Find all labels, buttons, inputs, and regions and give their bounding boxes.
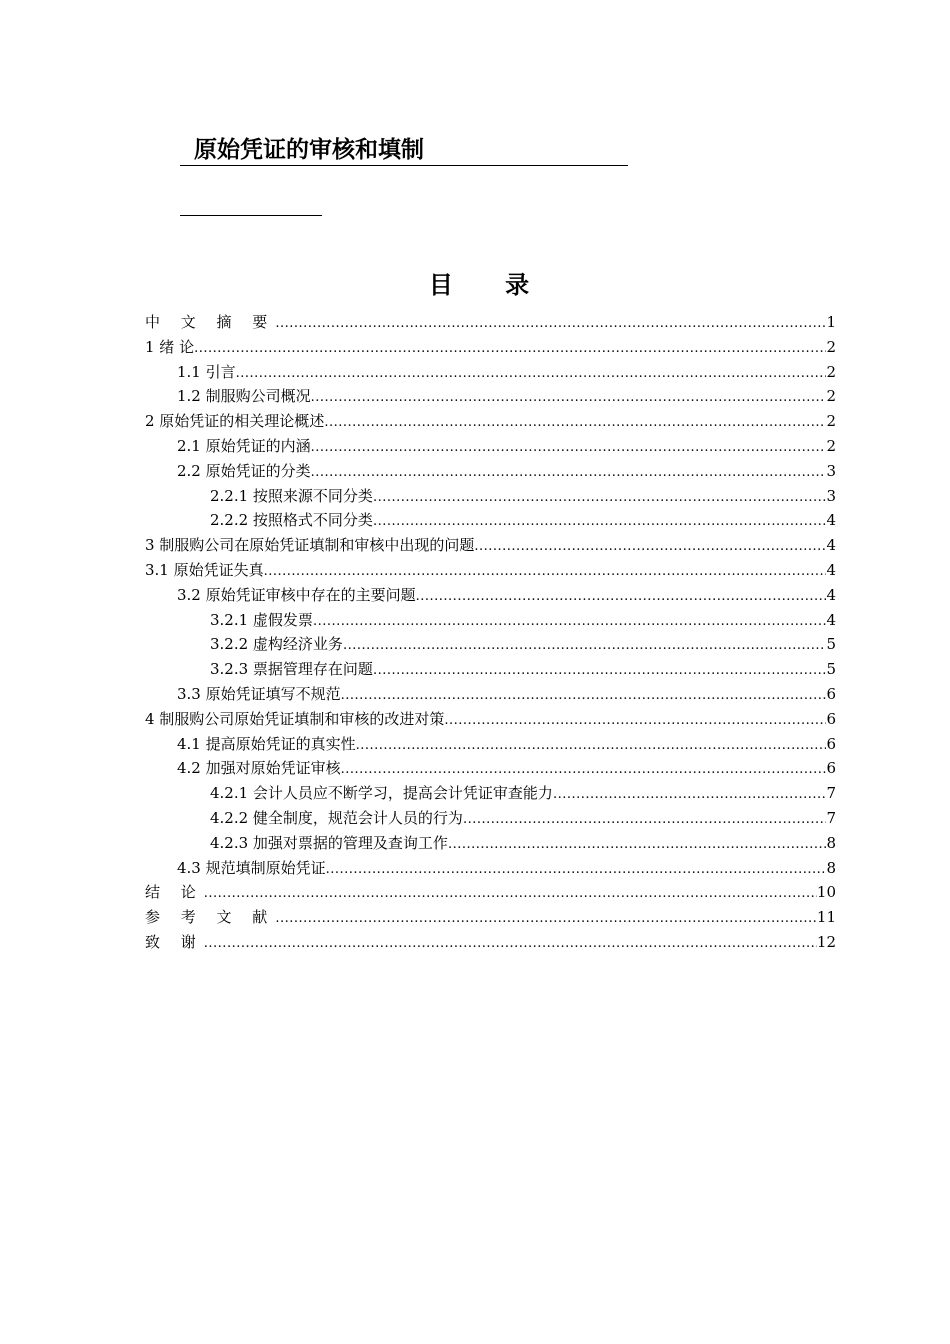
toc-entry-title: 3.2 原始凭证审核中存在的主要问题	[177, 585, 416, 604]
toc-dot-leader	[311, 436, 827, 461]
toc-entry-page-number: 2	[826, 362, 836, 381]
toc-entry-title: 1.1 引言	[177, 362, 236, 381]
toc-entry-title: 1 绪 论	[145, 337, 195, 356]
toc-entry[interactable]	[145, 856, 836, 881]
toc-entry-page-number: 3	[826, 486, 836, 505]
toc-entry-title: 2.2 原始凭证的分类	[177, 461, 311, 480]
toc-dot-leader	[448, 833, 827, 858]
toc-entry[interactable]	[145, 335, 836, 360]
toc-entry[interactable]	[145, 880, 836, 905]
toc-entry-title: 4.2 加强对原始凭证审核	[177, 759, 341, 778]
toc-entry[interactable]	[145, 806, 836, 831]
toc-entry-page-number: 7	[826, 808, 836, 827]
document-title: 原始凭证的审核和填制	[180, 134, 628, 166]
toc-entry[interactable]	[145, 434, 836, 459]
toc-entry-title: 3.2.3 票据管理存在问题	[210, 660, 373, 679]
toc-dot-leader	[474, 535, 826, 560]
toc-entry[interactable]	[145, 558, 836, 583]
toc-entry-title: 3.3 原始凭证填写不规范	[177, 684, 341, 703]
toc-dot-leader	[311, 461, 827, 486]
toc-entry[interactable]	[145, 533, 836, 558]
toc-entry-page-number: 8	[826, 858, 836, 877]
toc-entry-title: 4 制服购公司原始凭证填制和审核的改进对策	[145, 709, 445, 728]
toc-dot-leader	[416, 585, 827, 610]
toc-entry[interactable]	[145, 409, 836, 434]
toc-dot-leader	[311, 386, 827, 411]
toc-entry[interactable]	[145, 707, 836, 732]
toc-dot-leader	[343, 634, 827, 659]
toc-entry-page-number: 2	[826, 436, 836, 455]
toc-entry-page-number: 3	[826, 461, 836, 480]
toc-entry[interactable]	[145, 583, 836, 608]
toc-entry-title: 参 考 文 献	[145, 908, 276, 927]
toc-entry-page-number: 6	[826, 734, 836, 753]
toc-entry[interactable]	[145, 310, 836, 335]
toc-entry-title: 4.2.3 加强对票据的管理及查询工作	[210, 833, 448, 852]
toc-dot-leader	[313, 610, 827, 635]
toc-entry[interactable]	[145, 831, 836, 856]
toc-entry[interactable]	[145, 781, 836, 806]
toc-entry-title: 1.2 制服购公司概况	[177, 387, 311, 406]
toc-entry-page-number: 10	[816, 883, 836, 902]
toc-entry-page-number: 6	[826, 759, 836, 778]
toc-entry[interactable]	[145, 384, 836, 409]
title-underline-rule	[180, 215, 322, 216]
toc-entry[interactable]	[145, 632, 836, 657]
toc-entry-page-number: 6	[826, 709, 836, 728]
toc-dot-leader	[194, 337, 826, 362]
toc-entry-page-number: 2	[826, 387, 836, 406]
toc-entry-title: 2.1 原始凭证的内涵	[177, 436, 311, 455]
toc-entry-page-number: 2	[826, 337, 836, 356]
toc-dot-leader	[463, 808, 827, 833]
toc-dot-leader	[373, 510, 827, 535]
toc-entry[interactable]	[145, 608, 836, 633]
toc-dot-leader	[341, 684, 827, 709]
toc-entry-page-number: 4	[826, 610, 836, 629]
toc-entry-title: 3.2.1 虚假发票	[210, 610, 313, 629]
toc-entry-title: 2.2.1 按照来源不同分类	[210, 486, 373, 505]
toc-dot-leader	[204, 932, 817, 957]
toc-entry[interactable]	[145, 508, 836, 533]
toc-entry-page-number: 5	[826, 660, 836, 679]
toc-entry-page-number: 1	[826, 313, 836, 331]
toc-dot-leader	[341, 758, 827, 783]
toc-entry[interactable]	[145, 459, 836, 484]
toc-entry[interactable]	[145, 484, 836, 509]
table-of-contents	[145, 310, 836, 955]
toc-entry-title: 4.1 提高原始凭证的真实性	[177, 734, 356, 753]
toc-entry-title: 4.2.2 健全制度，规范会计人员的行为	[210, 808, 463, 827]
toc-entry[interactable]	[145, 360, 836, 385]
toc-dot-leader	[373, 659, 827, 684]
toc-entry-page-number: 7	[826, 784, 836, 803]
toc-dot-leader	[264, 560, 827, 585]
toc-heading: 目 录	[428, 271, 552, 299]
toc-entry-title: 结 论	[145, 883, 204, 902]
toc-entry-page-number: 4	[826, 585, 836, 604]
toc-entry[interactable]	[145, 682, 836, 707]
toc-dot-leader	[373, 486, 827, 511]
toc-entry-page-number: 4	[826, 560, 836, 579]
toc-dot-leader	[553, 783, 827, 808]
toc-entry-page-number: 4	[826, 511, 836, 530]
toc-entry-page-number: 6	[826, 684, 836, 703]
toc-dot-leader	[324, 411, 826, 436]
toc-entry-title: 4.2.1 会计人员应不断学习，提高会计凭证审查能力	[210, 784, 553, 803]
toc-entry-title: 3.2.2 虚构经济业务	[210, 635, 343, 654]
toc-entry-title: 2.2.2 按照格式不同分类	[210, 511, 373, 530]
toc-dot-leader	[275, 312, 826, 337]
toc-entry[interactable]	[145, 732, 836, 757]
toc-entry-page-number: 2	[826, 412, 836, 431]
toc-entry-page-number: 8	[826, 833, 836, 852]
toc-entry-title: 2 原始凭证的相关理论概述	[145, 412, 325, 431]
toc-dot-leader	[356, 734, 827, 759]
toc-entry-title: 3 制服购公司在原始凭证填制和审核中出现的问题	[145, 536, 475, 555]
toc-entry-page-number: 5	[826, 635, 836, 654]
toc-entry[interactable]	[145, 657, 836, 682]
toc-entry-title: 4.3 规范填制原始凭证	[177, 858, 326, 877]
toc-entry[interactable]	[145, 930, 836, 955]
toc-dot-leader	[275, 907, 817, 932]
toc-dot-leader	[236, 362, 827, 387]
toc-entry[interactable]	[145, 756, 836, 781]
toc-entry-page-number: 11	[816, 908, 836, 927]
toc-entry-title: 中 文 摘 要	[145, 313, 276, 331]
toc-entry-title: 致 谢	[145, 932, 204, 951]
toc-entry-page-number: 4	[826, 536, 836, 555]
toc-dot-leader	[326, 858, 827, 883]
toc-entry-title: 3.1 原始凭证失真	[145, 560, 264, 579]
toc-entry-page-number: 12	[816, 932, 836, 951]
toc-entry[interactable]	[145, 905, 836, 930]
toc-dot-leader	[444, 709, 826, 734]
toc-dot-leader	[204, 882, 817, 907]
